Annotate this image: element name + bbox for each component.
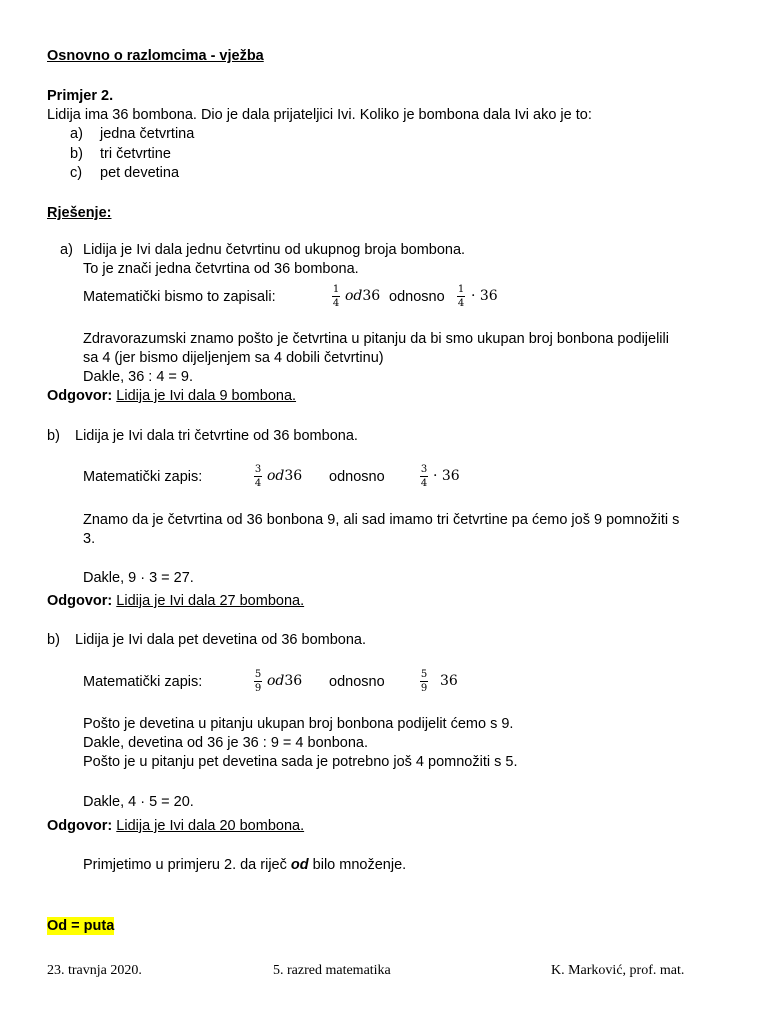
answer-label: Odgovor:: [47, 818, 113, 834]
part-a-expr1: [345, 287, 380, 305]
part-b-math-label: Matematički zapis:: [83, 469, 203, 485]
part-a-marker: a): [60, 242, 73, 258]
solution-heading: Rješenje:: [47, 205, 112, 221]
number-36: 36: [362, 288, 381, 304]
fraction-bar: [254, 476, 262, 477]
part-c-explain1: Pošto je devetina u pitanju ukupan broj bonbona podijelit ćemo s 9.: [83, 716, 514, 732]
footer-course: 5. razred matematika: [273, 963, 391, 978]
note-line: [83, 856, 406, 874]
footer-author: K. Marković, prof. mat.: [551, 963, 685, 978]
part-b-fraction-2: [420, 464, 428, 489]
fraction-numerator: 5: [254, 669, 262, 680]
part-b-explain2: 3.: [83, 531, 96, 547]
of-word: od: [267, 468, 285, 484]
fraction-bar: [457, 296, 465, 297]
fraction-numerator: 1: [457, 284, 465, 295]
part-c-explain2: Dakle, devetina od 36 je 36 : 9 = 4 bonbona.: [83, 735, 368, 751]
list-item: tri četvrtine: [100, 146, 171, 162]
answer-label: Odgovor:: [47, 593, 113, 609]
fraction-numerator: 3: [420, 464, 428, 475]
part-a-fraction-2: [457, 284, 465, 309]
part-b-marker: b): [47, 428, 60, 444]
answer-text: Lidija je Ivi dala 9 bombona.: [116, 388, 297, 404]
part-c-math-label: Matematički zapis:: [83, 674, 203, 690]
part-c-expr1: [267, 672, 302, 690]
part-a-line1: Lidija je Ivi dala jednu četvrtinu od ukupnog broja bombona.: [83, 242, 466, 258]
part-c-fraction-2: [420, 669, 428, 694]
part-a-explain2: sa 4 (jer bismo dijeljenjem sa 4 dobili četvrtinu): [83, 350, 384, 366]
part-c-expr2: 36: [440, 673, 458, 689]
answer-text: Lidija je Ivi dala 20 bombona.: [116, 818, 305, 834]
part-b-connector: odnosno: [329, 469, 385, 485]
part-c-marker: b): [47, 632, 60, 648]
part-c-line1: Lidija je Ivi dala pet devetina od 36 bombona.: [75, 632, 367, 648]
part-a-answer: [47, 387, 296, 405]
fraction-denominator: 4: [420, 478, 428, 489]
number-36: 36: [284, 468, 303, 484]
list-item: pet devetina: [100, 165, 180, 181]
part-b-answer: [47, 592, 304, 610]
fraction-denominator: 9: [420, 683, 428, 694]
note-word: od: [290, 857, 309, 873]
of-word: od: [345, 288, 363, 304]
example-text: Lidija ima 36 bombona. Dio je dala prijateljici Ivi. Koliko je bombona dala Ivi ako je to:: [47, 107, 592, 123]
part-c-conclusion: Dakle, 4 · 5 = 20.: [83, 794, 194, 810]
highlight-rule: Od = puta: [47, 918, 115, 934]
part-b-fraction: [254, 464, 262, 489]
part-a-line2: To je znači jedna četvrtina od 36 bombona.: [83, 261, 359, 277]
fraction-denominator: 4: [254, 478, 262, 489]
part-a-math-label: Matematički bismo to zapisali:: [83, 289, 276, 305]
part-b-explain1: Znamo da je četvrtina od 36 bonbona 9, ali sad imamo tri četvrtine pa ćemo još 9 pomnožiti s: [83, 512, 680, 528]
part-b-expr1: [267, 467, 302, 485]
part-b-conclusion: Dakle, 9 · 3 = 27.: [83, 570, 194, 586]
number-36: 36: [284, 673, 303, 689]
answer-text: Lidija je Ivi dala 27 bombona.: [116, 593, 305, 609]
note-suffix: bilo množenje.: [312, 857, 407, 873]
list-item-marker: c): [70, 165, 83, 181]
fraction-numerator: 1: [332, 284, 340, 295]
part-a-expr2: · 36: [471, 288, 498, 304]
list-item: jedna četvrtina: [100, 126, 195, 142]
list-item-marker: a): [70, 126, 83, 142]
part-c-answer: [47, 817, 304, 835]
part-a-explain1: Zdravorazumski znamo pošto je četvrtina u pitanju da bi smo ukupan broj bonbona podijelili: [83, 331, 669, 347]
page-title: Osnovno o razlomcima - vježba: [47, 48, 264, 64]
part-a-fraction: [332, 284, 340, 309]
part-b-line1: Lidija je Ivi dala tri četvrtine od 36 bombona.: [75, 428, 358, 444]
part-b-expr2: · 36: [433, 468, 460, 484]
example-heading: Primjer 2.: [47, 88, 114, 104]
fraction-denominator: 9: [254, 683, 262, 694]
of-word: od: [267, 673, 285, 689]
part-c-connector: odnosno: [329, 674, 385, 690]
footer-date: 23. travnja 2020.: [47, 963, 142, 978]
part-a-conclusion: Dakle, 36 : 4 = 9.: [83, 369, 194, 385]
fraction-denominator: 4: [457, 298, 465, 309]
fraction-bar: [420, 476, 428, 477]
note-prefix: Primjetimo u primjeru 2. da riječ: [83, 857, 287, 873]
fraction-bar: [420, 681, 428, 682]
part-c-explain3: Pošto je u pitanju pet devetina sada je potrebno još 4 pomnožiti s 5.: [83, 754, 518, 770]
part-a-connector: odnosno: [389, 289, 445, 305]
fraction-denominator: 4: [332, 298, 340, 309]
fraction-bar: [332, 296, 340, 297]
list-item-marker: b): [70, 146, 83, 162]
fraction-bar: [254, 681, 262, 682]
part-c-fraction: [254, 669, 262, 694]
answer-label: Odgovor:: [47, 388, 113, 404]
fraction-numerator: 3: [254, 464, 262, 475]
fraction-numerator: 5: [420, 669, 428, 680]
